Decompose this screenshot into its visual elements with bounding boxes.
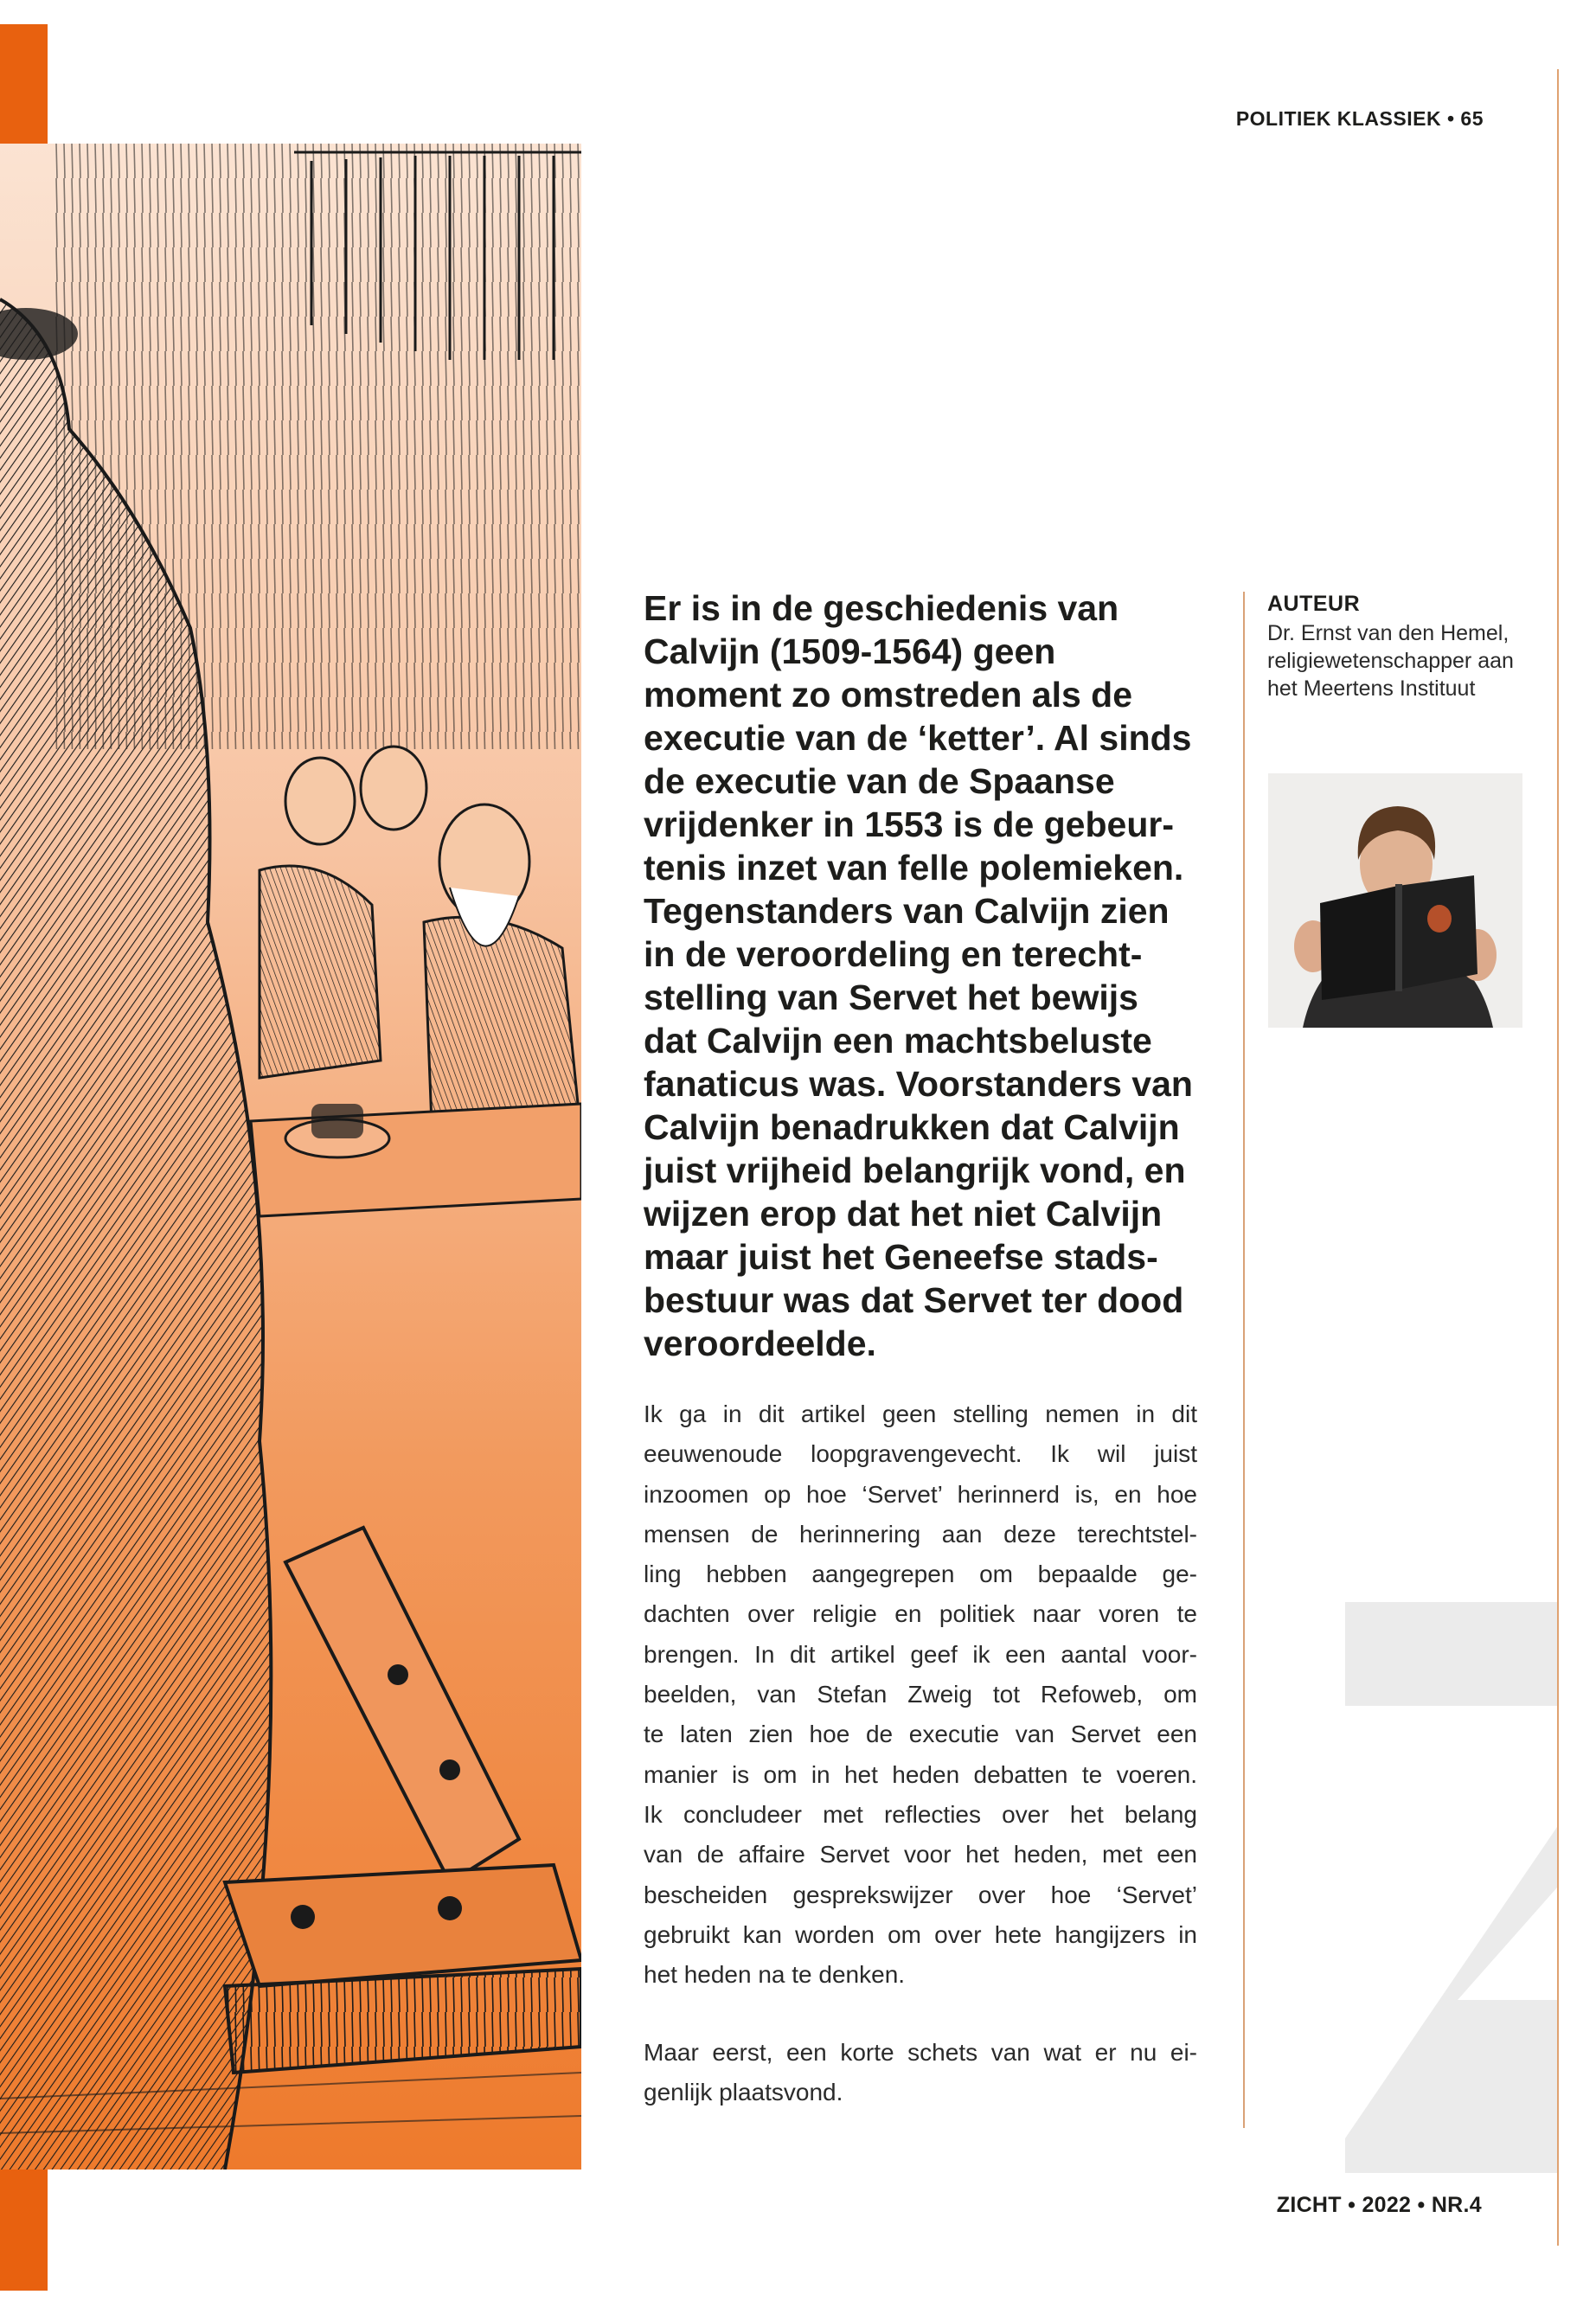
body-line: Ik concludeer met reflecties over het belang	[644, 1800, 1197, 1828]
body-paragraph-1	[644, 1394, 1197, 1995]
footer-separator: •	[1348, 2193, 1356, 2217]
engraving-illustration	[0, 144, 581, 2170]
body-line: Maar eerst, een korte schets van wat er nu ei-	[644, 2039, 1197, 2066]
author-portrait	[1268, 773, 1522, 1028]
body-line: dachten over religie en politiek naar voren te	[644, 1600, 1197, 1628]
lead-line: Tegenstanders van Calvijn zien	[644, 891, 1170, 931]
lead-line: in de veroordeling en terecht-	[644, 934, 1143, 974]
body-line: bescheiden gesprekswijzer over hoe ‘Servet’	[644, 1881, 1197, 1908]
accent-bar-bottom	[0, 2170, 48, 2291]
lead-line: Er is in de geschiedenis van	[644, 588, 1119, 628]
author-line: het Meertens Instituut	[1267, 676, 1476, 701]
body-line: mensen de herinnering aan deze terechtstel-	[644, 1520, 1197, 1548]
lead-line: executie van de ‘ketter’. Al sinds	[644, 718, 1192, 758]
lead-paragraph	[644, 586, 1206, 1365]
lead-line: stelling van Servet het bewijs	[644, 977, 1138, 1017]
body-line: gebruikt kan worden om over hete hangijzers in	[644, 1920, 1197, 1948]
author-label: AUTEUR	[1267, 592, 1361, 616]
body-line: genlijk plaatsvond.	[644, 2079, 843, 2106]
accent-bar-top	[0, 24, 48, 144]
lead-line: vrijdenker in 1553 is de gebeur-	[644, 804, 1174, 844]
lead-line: de executie van de Spaanse	[644, 761, 1115, 801]
body-line: brengen. In dit artikel geef ik een aantal voor-	[644, 1640, 1197, 1668]
footer	[1277, 2193, 1482, 2218]
footer-year: 2022	[1362, 2193, 1412, 2217]
page-number: 65	[1460, 107, 1484, 130]
author-line: Dr. Ernst van den Hemel,	[1267, 621, 1509, 645]
running-head	[1236, 107, 1484, 131]
footer-magazine: ZICHT	[1276, 2193, 1342, 2217]
lead-line: Calvijn (1509-1564) geen	[644, 631, 1056, 671]
author-photo-icon	[1268, 773, 1522, 1028]
body-line: inzoomen op hoe ‘Servet’ herinnerd is, en hoe	[644, 1480, 1197, 1508]
body-paragraph-2	[644, 2033, 1197, 2113]
lead-line: tenis inzet van felle polemieken.	[644, 848, 1184, 888]
lead-line: fanaticus was. Voorstanders van	[644, 1064, 1193, 1104]
sidebar-rule	[1243, 592, 1245, 2128]
body-line: Ik ga in dit artikel geen stelling nemen in dit	[644, 1400, 1197, 1427]
lead-line: juist vrijheid belangrijk vond, en	[644, 1150, 1186, 1190]
footer-issue: NR.4	[1431, 2193, 1482, 2217]
engraving-figure-icon	[0, 144, 581, 2170]
lead-line: veroordeelde.	[644, 1324, 876, 1363]
right-margin-rule	[1557, 69, 1559, 2246]
body-line: te laten zien hoe de executie van Servet een	[644, 1721, 1197, 1748]
lead-line: bestuur was dat Servet ter dood	[644, 1280, 1184, 1320]
lead-line: wijzen erop dat het niet Calvijn	[644, 1194, 1163, 1234]
lead-line: moment zo omstreden als de	[644, 675, 1133, 715]
lead-line: dat Calvijn een machtsbeluste	[644, 1021, 1152, 1061]
body-line: van de affaire Servet voor het heden, met een	[644, 1841, 1197, 1868]
body-line: eeuwenoude loopgravengevecht. Ik wil juist	[644, 1440, 1197, 1468]
lead-line: Calvijn benadrukken dat Calvijn	[644, 1107, 1180, 1147]
body-line: ling hebben aangegrepen om bepaalde ge-	[644, 1561, 1197, 1588]
decorative-z-letter	[1345, 1602, 1557, 2173]
body-line: manier is om in het heden debatten te voeren.	[644, 1760, 1197, 1788]
section-title: POLITIEK KLASSIEK	[1235, 107, 1442, 130]
footer-separator: •	[1417, 2193, 1426, 2217]
lead-line: maar juist het Geneefse stads-	[644, 1237, 1158, 1277]
author-line: religiewetenschapper aan	[1267, 649, 1514, 673]
author-credit	[1267, 619, 1544, 702]
body-line: beelden, van Stefan Zweig tot Refoweb, om	[644, 1681, 1197, 1708]
body-line: het heden na te denken.	[644, 1961, 906, 1989]
separator: •	[1446, 107, 1455, 130]
